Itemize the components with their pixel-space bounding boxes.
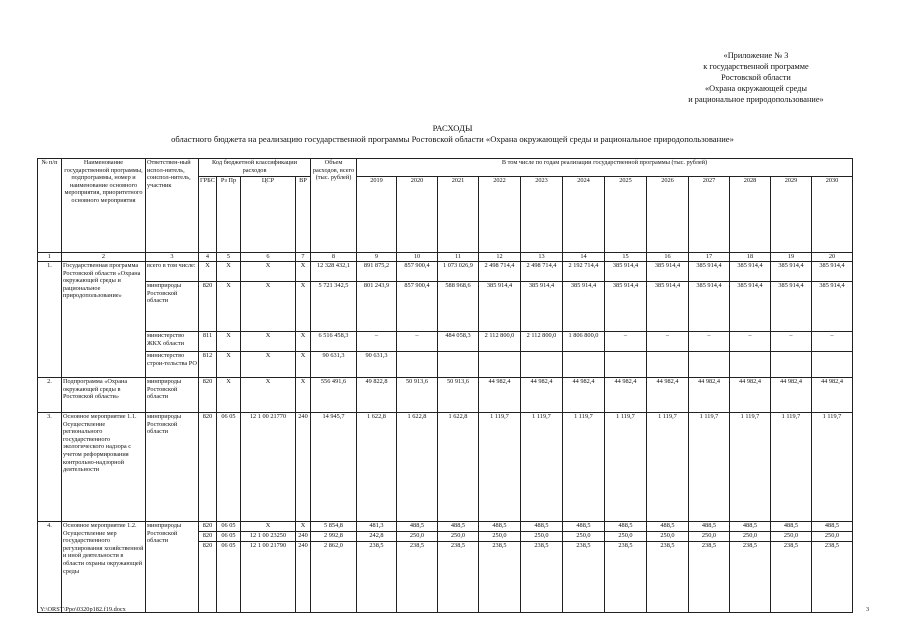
- rzpr-code: X: [217, 332, 241, 352]
- table-row: [38, 378, 853, 413]
- year-value: 238,5: [521, 542, 563, 613]
- row-number: 2.: [38, 378, 62, 413]
- year-value: 44 982,4: [521, 378, 563, 413]
- vr-code: 240: [296, 413, 311, 522]
- header-year: 2024: [563, 177, 605, 253]
- title-heading: РАСХОДЫ: [432, 123, 473, 133]
- year-value: 488,5: [647, 522, 689, 532]
- total-value: 556 491,6: [311, 378, 357, 413]
- csr-code: X: [241, 332, 296, 352]
- vr-code: 240: [296, 532, 311, 542]
- year-value: 1 119,7: [521, 413, 563, 522]
- year-value: [647, 352, 689, 378]
- year-value: 484 058,3: [438, 332, 479, 352]
- year-value: 238,5: [689, 542, 730, 613]
- year-value: 250,0: [689, 532, 730, 542]
- year-value: [812, 352, 853, 378]
- csr-code: 12 1 00 21770: [241, 413, 296, 522]
- rzpr-code: 06 05: [217, 542, 241, 613]
- year-value: 488,5: [479, 522, 521, 532]
- year-value: 238,5: [357, 542, 397, 613]
- header-year: 2030: [812, 177, 853, 253]
- row-executor: всего в том числе:: [146, 262, 199, 282]
- csr-code: X: [241, 262, 296, 282]
- year-value: 238,5: [647, 542, 689, 613]
- year-value: 250,0: [730, 532, 771, 542]
- title-subtitle: областного бюджета на реализацию государственной программы Ростовской области «Охрана окружающей среды и рациональное природопользование»: [171, 134, 734, 144]
- total-value: 6 516 458,3: [311, 332, 357, 352]
- year-value: 488,5: [438, 522, 479, 532]
- year-value: 44 982,4: [605, 378, 647, 413]
- header-year: 2022: [479, 177, 521, 253]
- header-year: 2029: [771, 177, 812, 253]
- vr-code: X: [296, 352, 311, 378]
- year-value: 1 119,7: [563, 413, 605, 522]
- year-value: 1 119,7: [730, 413, 771, 522]
- year-value: 238,5: [605, 542, 647, 613]
- year-value: 385 914,4: [647, 282, 689, 332]
- header-row: [38, 159, 853, 177]
- year-value: 1 119,7: [771, 413, 812, 522]
- year-value: 238,5: [438, 542, 479, 613]
- year-value: 238,5: [812, 542, 853, 613]
- column-number: 16: [647, 253, 689, 262]
- year-value: 385 914,4: [771, 262, 812, 282]
- year-value: 488,5: [521, 522, 563, 532]
- csr-code: X: [241, 282, 296, 332]
- year-value: 1 622,8: [397, 413, 438, 522]
- year-value: 2 192 714,4: [563, 262, 605, 282]
- header-name: Наименование государственной программы, подпрограммы, номер и наименование основного мероприятия, приоритетного основного мероприятия: [62, 159, 146, 253]
- year-value: 2 498 714,4: [521, 262, 563, 282]
- row-executor: минприроды Ростовской области: [146, 413, 199, 522]
- column-number-row: [38, 253, 853, 262]
- row-name: Государственная программа Ростовской области «Охрана окружающей среды и рациональное природопользование»: [62, 262, 146, 378]
- column-number: 6: [241, 253, 296, 262]
- year-value: [689, 352, 730, 378]
- grbs-code: 812: [199, 352, 217, 378]
- grbs-code: 820: [199, 522, 217, 532]
- year-value: –: [647, 332, 689, 352]
- column-number: 11: [438, 253, 479, 262]
- column-number: 17: [689, 253, 730, 262]
- row-executor: министерство строи-тельства РО: [146, 352, 199, 378]
- year-value: 857 900,4: [397, 262, 438, 282]
- year-value: 488,5: [771, 522, 812, 532]
- rzpr-code: X: [217, 262, 241, 282]
- csr-code: X: [241, 378, 296, 413]
- column-number: 5: [217, 253, 241, 262]
- year-value: 50 913,6: [397, 378, 438, 413]
- year-value: 385 914,4: [479, 282, 521, 332]
- year-value: 250,0: [771, 532, 812, 542]
- csr-code: X: [241, 352, 296, 378]
- year-value: 857 900,4: [397, 282, 438, 332]
- year-value: 1 119,7: [689, 413, 730, 522]
- row-executor: министерство ЖКХ области: [146, 332, 199, 352]
- year-value: 44 982,4: [647, 378, 689, 413]
- column-number: 18: [730, 253, 771, 262]
- year-value: –: [357, 332, 397, 352]
- grbs-code: 820: [199, 532, 217, 542]
- csr-code: 12 1 00 23250: [241, 532, 296, 542]
- year-value: 238,5: [771, 542, 812, 613]
- csr-code: 12 1 00 21790: [241, 542, 296, 613]
- year-value: [397, 352, 438, 378]
- row-executor: минприроды Ростовской области: [146, 522, 199, 613]
- year-value: 588 968,6: [438, 282, 479, 332]
- year-value: 2 112 800,0: [479, 332, 521, 352]
- year-value: –: [397, 332, 438, 352]
- year-value: 44 982,4: [563, 378, 605, 413]
- year-value: 385 914,4: [647, 262, 689, 282]
- year-value: 44 982,4: [479, 378, 521, 413]
- header-year: 2028: [730, 177, 771, 253]
- total-value: 5 854,8: [311, 522, 357, 532]
- appendix-line: Ростовской области: [721, 73, 791, 82]
- year-value: 238,5: [563, 542, 605, 613]
- year-value: 1 119,7: [605, 413, 647, 522]
- column-number: 3: [146, 253, 199, 262]
- header-csr: ЦСР: [241, 177, 296, 253]
- year-value: 250,0: [605, 532, 647, 542]
- footer-file-path: Y:\ORST\Ppo\0320p182.f19.docx: [40, 606, 126, 613]
- vr-code: X: [296, 332, 311, 352]
- column-number: 8: [311, 253, 357, 262]
- header-vr: ВР: [296, 177, 311, 253]
- year-value: [438, 352, 479, 378]
- column-number: 10: [397, 253, 438, 262]
- header-year: 2023: [521, 177, 563, 253]
- year-value: 242,8: [357, 532, 397, 542]
- grbs-code: 820: [199, 378, 217, 413]
- column-number: 12: [479, 253, 521, 262]
- column-number: 7: [296, 253, 311, 262]
- csr-code: X: [241, 522, 296, 532]
- year-value: 488,5: [812, 522, 853, 532]
- year-value: 488,5: [397, 522, 438, 532]
- vr-code: X: [296, 282, 311, 332]
- header-num: № п/п: [38, 159, 62, 253]
- year-value: 488,5: [730, 522, 771, 532]
- grbs-code: X: [199, 262, 217, 282]
- table-row: [38, 522, 853, 532]
- appendix-line: «Приложение № 3: [723, 51, 789, 60]
- table-row: [38, 332, 853, 352]
- header-year: 2019: [357, 177, 397, 253]
- year-value: [479, 352, 521, 378]
- header-year: 2021: [438, 177, 479, 253]
- row-name: Основное мероприятие 1.1. Осуществление регионального государственного экологического надзора с учетом реформирования контрольно-надзорной деятельности: [62, 413, 146, 522]
- year-value: 385 914,4: [605, 262, 647, 282]
- column-number: 2: [62, 253, 146, 262]
- rzpr-code: 06 05: [217, 522, 241, 532]
- year-value: 385 914,4: [689, 282, 730, 332]
- row-number: 4.: [38, 522, 62, 613]
- header-rzpr: Рз Пр: [217, 177, 241, 253]
- year-value: [605, 352, 647, 378]
- year-value: 250,0: [647, 532, 689, 542]
- grbs-code: 820: [199, 542, 217, 613]
- year-value: –: [689, 332, 730, 352]
- grbs-code: 811: [199, 332, 217, 352]
- column-number: 19: [771, 253, 812, 262]
- vr-code: X: [296, 378, 311, 413]
- year-value: 481,3: [357, 522, 397, 532]
- header-year: 2027: [689, 177, 730, 253]
- year-value: 385 914,4: [812, 282, 853, 332]
- total-value: 90 631,3: [311, 352, 357, 378]
- column-number: 14: [563, 253, 605, 262]
- year-value: 250,0: [438, 532, 479, 542]
- total-value: 5 721 342,5: [311, 282, 357, 332]
- column-number: 20: [812, 253, 853, 262]
- table-row: [38, 282, 853, 332]
- year-value: 2 112 800,0: [521, 332, 563, 352]
- year-value: 238,5: [730, 542, 771, 613]
- header-years-group: В том числе по годам реализации государственной программы (тыс. рублей): [357, 159, 853, 177]
- year-value: 44 982,4: [730, 378, 771, 413]
- year-value: 385 914,4: [689, 262, 730, 282]
- year-value: –: [812, 332, 853, 352]
- year-value: 44 982,4: [771, 378, 812, 413]
- header-kbk: Код бюджетной классификации расходов: [199, 159, 311, 177]
- vr-code: 240: [296, 542, 311, 613]
- total-value: 2 992,8: [311, 532, 357, 542]
- year-value: 891 875,2: [357, 262, 397, 282]
- year-value: 250,0: [563, 532, 605, 542]
- table-row: [38, 413, 853, 522]
- year-value: 250,0: [521, 532, 563, 542]
- column-number: 15: [605, 253, 647, 262]
- row-executor: минприроды Ростовской области: [146, 378, 199, 413]
- year-value: 2 498 714,4: [479, 262, 521, 282]
- grbs-code: 820: [199, 413, 217, 522]
- appendix-line: и рациональное природопользование»: [688, 95, 824, 104]
- appendix-block: [600, 50, 905, 105]
- year-value: 50 913,6: [438, 378, 479, 413]
- grbs-code: 820: [199, 282, 217, 332]
- year-value: 488,5: [563, 522, 605, 532]
- year-value: 1 119,7: [479, 413, 521, 522]
- total-value: 2 862,0: [311, 542, 357, 613]
- year-value: 488,5: [689, 522, 730, 532]
- year-value: 1 622,8: [357, 413, 397, 522]
- header-executor: Ответствен-ный испол-нитель, соиспол-нитель, участник: [146, 159, 199, 253]
- rzpr-code: 06 05: [217, 413, 241, 522]
- year-value: 385 914,4: [771, 282, 812, 332]
- header-year: 2020: [397, 177, 438, 253]
- year-value: 801 243,9: [357, 282, 397, 332]
- vr-code: X: [296, 262, 311, 282]
- row-name: Подпрограмма «Охрана окружающей среды в Ростовской области»: [62, 378, 146, 413]
- year-value: 250,0: [812, 532, 853, 542]
- row-name: Основное мероприятие 1.2. Осуществление мер государственного регулирования хозяйственной и иной деятельности в области охраны окружающей среды: [62, 522, 146, 613]
- appendix-line: к государственной программе: [703, 62, 809, 71]
- year-value: 488,5: [605, 522, 647, 532]
- year-value: 385 914,4: [812, 262, 853, 282]
- document-title: [0, 123, 905, 145]
- header-year: 2025: [605, 177, 647, 253]
- row-executor: минприроды Ростовской области: [146, 282, 199, 332]
- year-value: 1 119,7: [812, 413, 853, 522]
- expenses-table: [37, 158, 853, 613]
- year-value: [730, 352, 771, 378]
- total-value: 14 945,7: [311, 413, 357, 522]
- column-number: 13: [521, 253, 563, 262]
- year-value: [521, 352, 563, 378]
- total-value: 12 328 432,1: [311, 262, 357, 282]
- year-value: 385 914,4: [605, 282, 647, 332]
- page-number: 3: [866, 606, 870, 613]
- year-value: –: [771, 332, 812, 352]
- rzpr-code: 06 05: [217, 532, 241, 542]
- year-value: 90 631,3: [357, 352, 397, 378]
- year-value: –: [730, 332, 771, 352]
- year-value: [771, 352, 812, 378]
- year-value: 250,0: [397, 532, 438, 542]
- appendix-line: «Охрана окружающей среды: [705, 84, 807, 93]
- table-row: [38, 262, 853, 282]
- year-value: 1 622,8: [438, 413, 479, 522]
- table-row: [38, 352, 853, 378]
- year-value: –: [605, 332, 647, 352]
- row-number: 3.: [38, 413, 62, 522]
- year-value: 238,5: [397, 542, 438, 613]
- year-value: 44 982,4: [689, 378, 730, 413]
- year-value: 385 914,4: [730, 262, 771, 282]
- year-value: [563, 352, 605, 378]
- column-number: 1: [38, 253, 62, 262]
- year-value: 1 073 026,9: [438, 262, 479, 282]
- year-value: 1 119,7: [647, 413, 689, 522]
- row-number: 1.: [38, 262, 62, 378]
- year-value: 44 982,4: [812, 378, 853, 413]
- year-value: 1 806 800,0: [563, 332, 605, 352]
- column-number: 9: [357, 253, 397, 262]
- year-value: 385 914,4: [521, 282, 563, 332]
- year-value: 238,5: [479, 542, 521, 613]
- year-value: 385 914,4: [730, 282, 771, 332]
- header-year: 2026: [647, 177, 689, 253]
- rzpr-code: X: [217, 352, 241, 378]
- header-volume: Объем расходов, всего (тыс. рублей): [311, 159, 357, 253]
- header-grbs: ГРБС: [199, 177, 217, 253]
- year-value: 250,0: [479, 532, 521, 542]
- rzpr-code: X: [217, 282, 241, 332]
- vr-code: X: [296, 522, 311, 532]
- year-value: 49 822,8: [357, 378, 397, 413]
- year-value: 385 914,4: [563, 282, 605, 332]
- rzpr-code: X: [217, 378, 241, 413]
- column-number: 4: [199, 253, 217, 262]
